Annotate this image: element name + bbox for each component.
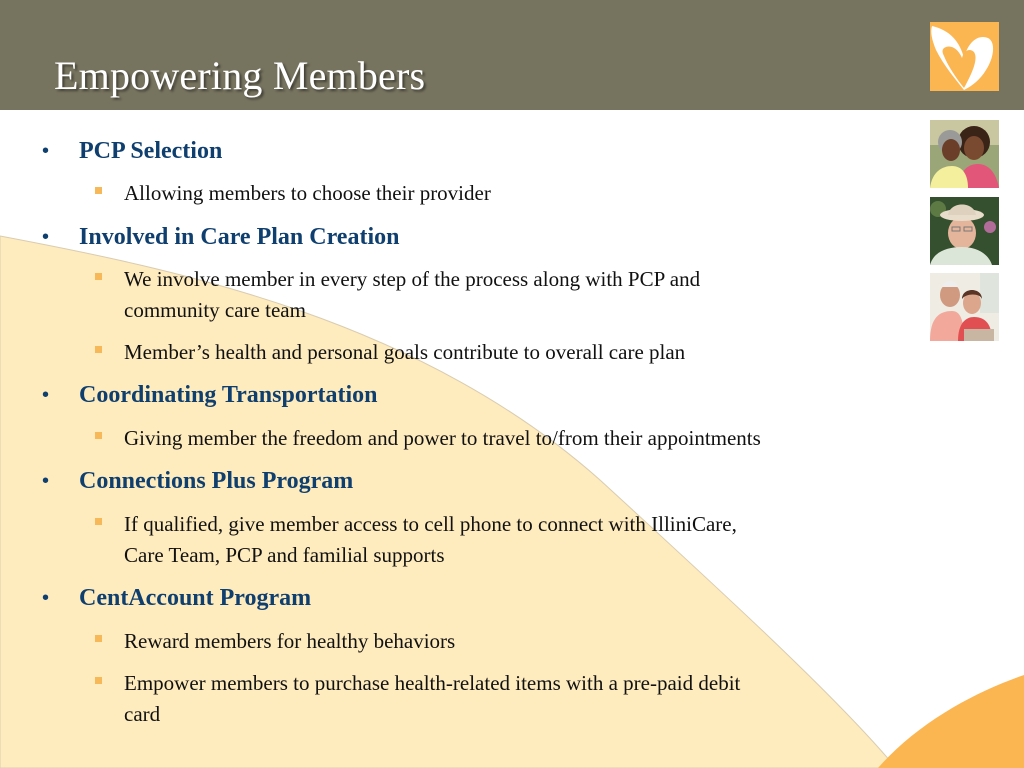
bullet-icon: • [42,226,50,248]
photo-older-man-hat-icon [930,197,999,265]
photo-older-couple-icon [930,273,999,341]
bullet-icon: • [42,384,50,406]
square-bullet-icon [95,432,102,439]
square-bullet-icon [95,187,102,194]
square-bullet-icon [95,518,102,525]
bullet-icon: • [42,587,50,609]
slide-header [0,0,1024,110]
slide-title: Empowering Members [54,53,426,98]
heart-logo-icon [930,22,999,91]
square-bullet-icon [95,635,102,642]
bullet-icon: • [42,470,50,492]
square-bullet-icon [95,677,102,684]
photo-two-women-icon [930,120,999,188]
bullet-icon: • [42,140,50,162]
square-bullet-icon [95,346,102,353]
square-bullet-icon [95,273,102,280]
